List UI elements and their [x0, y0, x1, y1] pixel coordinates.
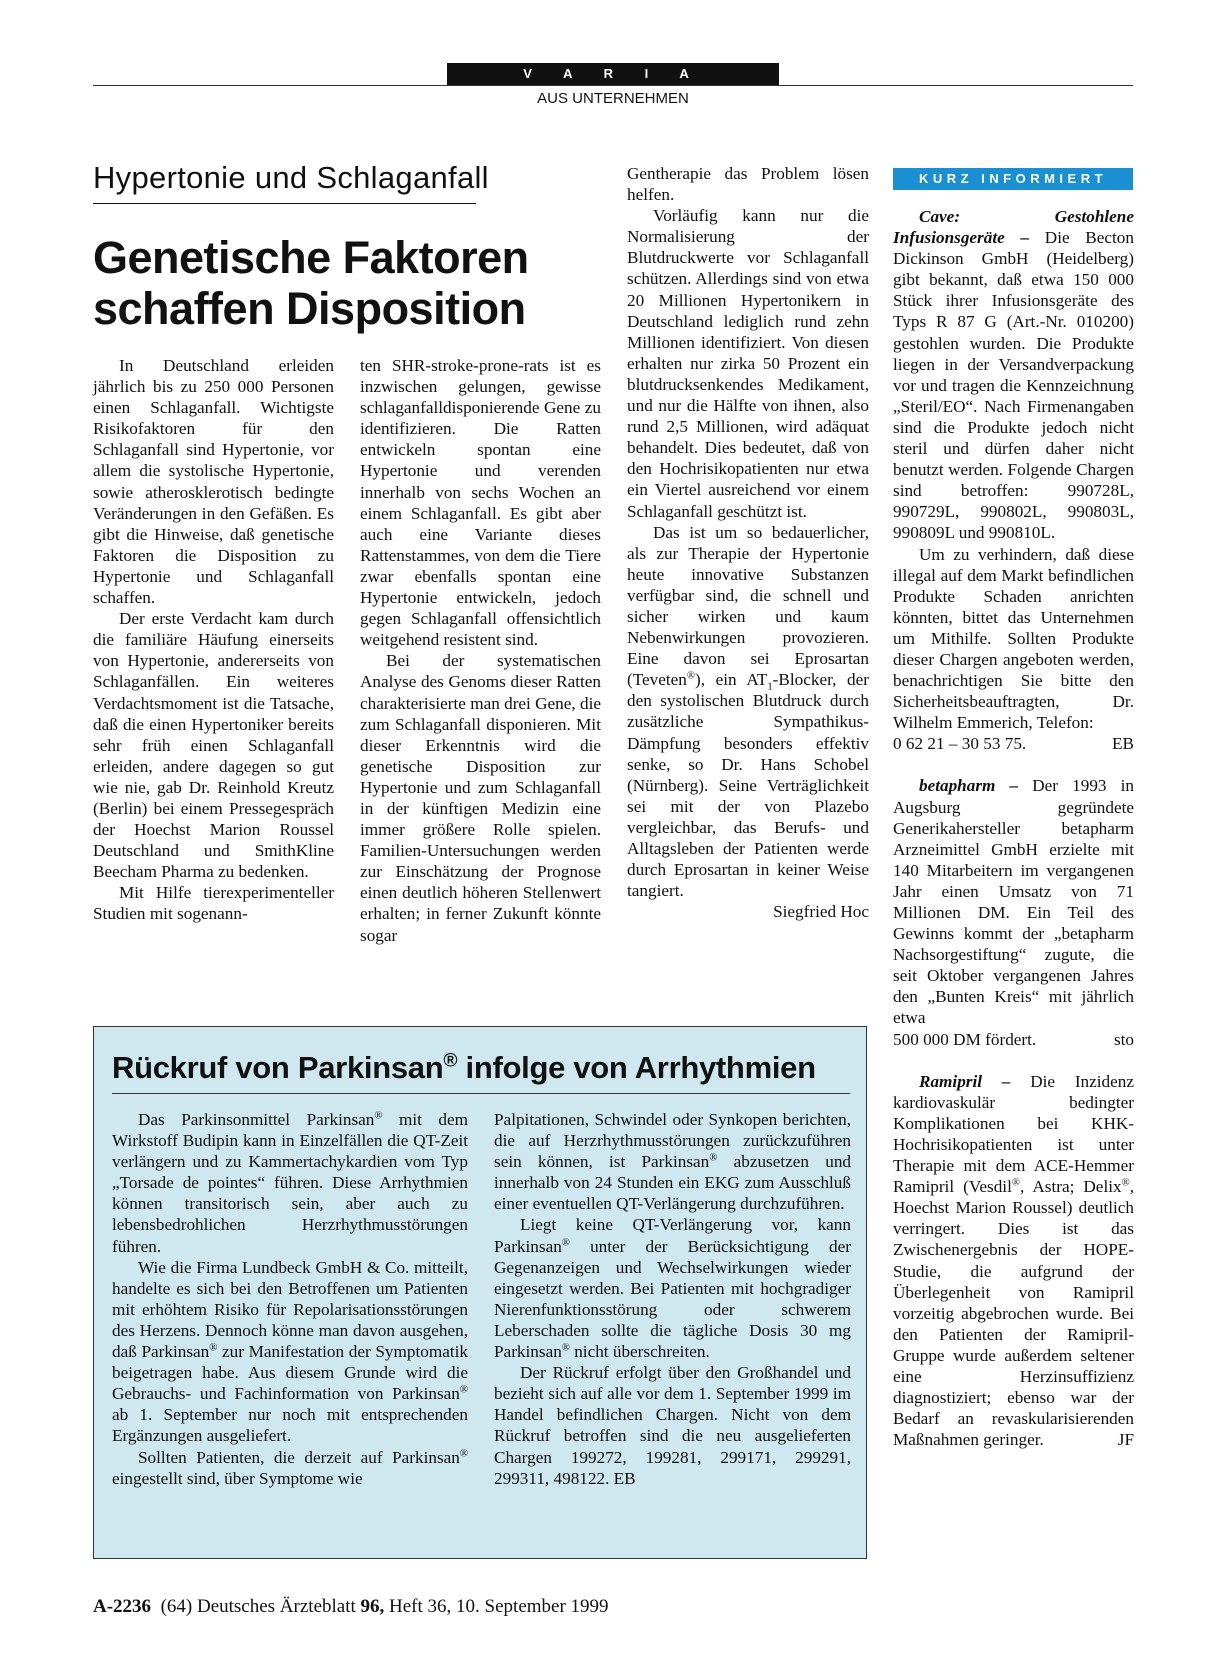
text-run: Das ist um so bedauerlicher, als zur Therapie der Hypertonie heute innovative Substanzen verfügbar sind, die schnell und sicher wirken und kaum Nebenwirkungen provozieren. Eine davon sei Eprosartan (Teveten: [627, 522, 869, 690]
paragraph: Vorläufig kann nur die Normalisierung der Blutdruckwerte vor Schlaganfall schützen. Allerdings sind von etwa 20 Millionen Hypertonikern in Deutschland lediglich rund zehn Millionen identifiziert. Von diesen erhalten nur zirka 50 Prozent ein blutdrucksenkendes Medikament, und nur die Hälfte von ihnen, also rund 2,5 Millionen, wird adäquat behandelt. Dies bedeutet, daß von den Hochrisikopatienten nur etwa ein Viertel ausreichend vor einem Schlaganfall geschützt ist.: [627, 206, 869, 521]
paragraph: Um zu verhindern, daß diese illegal auf dem Markt befindlichen Produkte Schaden anrichten könnten, bittet das Unternehmen um Mithilfe. Sollten Produkte dieser Chargen angeboten werden, benachrichtigen Sie bitte den Sicherheitsbeauftragten, Dr. Wilhelm Emmerich, Telefon:: [893, 544, 1134, 733]
page-number: A-2236: [93, 1596, 152, 1617]
sidebar-column: [893, 206, 1134, 1450]
text-run: ), ein AT: [694, 670, 768, 690]
paragraph: Der Rückruf erfolgt über den Großhandel und bezieht sich auf alle vor dem 1. September 1999 im Handel befindlichen Chargen. Nicht von dem Rückruf betroffen sind die neu ausgelieferten Chargen 199272, 199281, 299171, 299291, 299311, 498122. EB: [494, 1363, 851, 1488]
news-item-3: [893, 1071, 1134, 1451]
registered-mark: ®: [443, 1050, 458, 1072]
title-run: Rückruf von Parkinsan: [112, 1050, 444, 1085]
registered-mark: ®: [561, 1342, 570, 1354]
text-run: Liegt keine QT-Verlängerung vor, kann Parkinsan: [494, 1215, 851, 1256]
paragraph: In Deutschland erleiden jährlich bis zu 250 000 Personen einen Schlaganfall. Wichtigste Risikofaktoren für den Schlaganfall sind Hypertonie, vor allem die systolische Hypertonie, sowie atherosklerotisch bedingte Veränderungen in den Gefäßen. Es gibt die Hinweise, daß genetische Faktoren die Disposition zu Hypertonie und Schlaganfall schaffen.: [93, 356, 334, 608]
text-run: abzusetzen und innerhalb von 24 Stunden ein EKG zum Ausschluß einer eventuellen QT-Verlängerung durchzuführen.: [494, 1152, 852, 1214]
news-signature: JF: [1117, 1430, 1134, 1450]
news-signature: sto: [1113, 1029, 1134, 1049]
recall-column-1: [112, 1109, 468, 1489]
news-text: , Hoechst Marion Roussel) deutlich verringert. Dies ist das Zwischenergebnis der HOPE-Studie, die aufgrund der Überlegenheit von Ramipril vorzeitig abgebrochen wurde. Bei den Patienten der Ramipril-Gruppe wurde außerdem seltener eine Herzinsuffizienz diagnostiziert; ebenso war der Bedarf an revaskularisierenden Maßnahmen geringer.: [893, 1177, 1134, 1450]
paragraph: [112, 1109, 468, 1257]
registered-mark: ®: [459, 1384, 468, 1396]
article-column-1: [93, 355, 334, 925]
text-run: nicht überschreiten.: [569, 1342, 710, 1362]
news-text: Der 1993 in Augsburg gegründete Generikahersteller betapharm Arzneimittel GmbH erzielte mit 140 Mitarbeitern im vergangenen Jahr einen Umsatz von 71 Millionen DM. Ein Teil des Gewinns kommt der „betapharm Nachsorgestiftung“ zugute, die seit Oktober vergangenen Jahres den „Bunten Kreis“ mit jährlich etwa: [893, 776, 1135, 1028]
news-lead: betapharm –: [919, 776, 1019, 796]
paragraph: ten SHR-stroke-prone-rats ist es inzwischen gelungen, gewisse schlaganfalldisponierende Gene zu identifizieren. Die Ratten entwickeln spontan eine Hypertonie und verenden innerhalb von sechs Wochen an einem Schlaganfall. Es gibt aber auch eine Variante dieses Rattenstammes, von dem die Tiere zwar ebenfalls spontan eine Hypertonie entwickeln, jedoch gegen Schlaganfall offensichtlich weitgehend resistent sind.: [360, 356, 601, 650]
text-run: Palpitationen, Schwindel oder Synkopen berichten, die auf Herzrhythmusstörungen zurückzuführen sein können, ist Parkinsan: [494, 1110, 851, 1172]
registered-mark: ®: [459, 1447, 468, 1459]
paragraph: [494, 1214, 851, 1362]
paragraph: Mit Hilfe tierexperimenteller Studien mit sogenann-: [93, 883, 334, 924]
recall-column-2: [494, 1109, 851, 1489]
text-run: unter der Berücksichtigung der Gegenanzeigen und Wechselwirkungen wieder eingesetzt werden. Bei Patienten mit hochgradiger Nierenfunktionsstörung oder schwerem Leberschaden sollte die tägliche Dosis 30 mg Parkinsan: [494, 1236, 851, 1362]
news-signature: EB: [1112, 734, 1134, 754]
registered-mark: ®: [209, 1342, 218, 1354]
page-footer: [93, 1596, 609, 1618]
paragraph: [627, 522, 869, 902]
article-author: Siegfried Hoc: [773, 902, 869, 922]
paragraph: Bei der systematischen Analyse des Genoms dieser Ratten charakterisierte man drei Gene, die zum Schlaganfall disponieren. Mit dieser Erkenntnis wird die genetische Disposition zur Hypertonie und zum Schlaganfall in der künftigen Medizin eine immer größere Rolle spielen. Familien-Untersuchungen werden zur Einschätzung der Prognose einen deutlich höheren Stellenwert erhalten; in ferner Zukunft könnte sogar: [360, 651, 601, 945]
text-run: mit dem Wirkstoff Budipin kann in Einzelfällen die QT-Zeit verlängern und zu Kammertachykardien vom Typ „Torsade de pointes“ führen. Diese Arrhythmien können transitorisch sein, aber auch zu lebensbedrohlichen Herzrhythmusstörungen führen.: [112, 1110, 468, 1256]
phone-number: 0 62 21 – 30 53 75.: [893, 734, 1027, 754]
text-run: eingestellt sind, über Symptome wie: [112, 1468, 363, 1488]
volume: 96,: [360, 1596, 385, 1617]
article-author-line: [627, 901, 869, 922]
paragraph: [494, 1109, 851, 1214]
subscript: 1: [767, 681, 773, 693]
article-column-3: [627, 163, 869, 922]
article-kicker: Hypertonie und Schlaganfall: [93, 160, 489, 195]
header-rule: [93, 85, 1133, 86]
text-run: zur Manifestation der Symptomatik beigetragen habe. Aus diesem Grunde wird die Gebrauchs- und Fachinformation von Parkinsan: [112, 1342, 468, 1404]
paragraph: Der erste Verdacht kam durch die familiäre Häufung einerseits von Hypertonie, andererseits von Schlaganfällen. Ein weiteres Verdachtsmoment ist die Tatsache, daß die einen Hypertoniker bereits sehr früh einen Schlaganfall erleiden, andere dagegen so gut wie nie, gab Dr. Reinhold Kreutz (Berlin) bei einem Pressegespräch der Hoechst Marion Roussel Deutschland und SmithKline Beecham Pharma zu bedenken.: [93, 609, 334, 882]
sidebar-label: KURZ INFORMIERT: [893, 168, 1133, 190]
title-run: infolge von Arrhythmien: [457, 1050, 816, 1085]
text-run: ab 1. September nur noch mit entsprechenden Ergänzungen ausgeliefert.: [112, 1405, 468, 1446]
registered-mark: ®: [1011, 1177, 1020, 1189]
text-run: Wie die Firma Lundbeck GmbH & Co. mitteilt, handelte es sich bei den Betroffenen um Patienten mit erhöhtem Risiko für Repolarisationsstörungen des Herzens. Dennoch könne man davon ausgehen, daß Parkinsan: [112, 1257, 468, 1362]
news-signature-line: [893, 733, 1134, 754]
news-signature-line: [893, 1029, 1134, 1050]
text-run: Das Parkinsonmittel Parkinsan: [138, 1110, 375, 1129]
recall-title-rule: [112, 1093, 850, 1094]
journal-name: (64) Deutsches Ärzteblatt: [160, 1596, 356, 1617]
article-headline: [93, 232, 613, 334]
news-lead: Ramipril –: [919, 1071, 1011, 1091]
paragraph: Gentherapie das Problem lösen helfen.: [627, 164, 869, 205]
kicker-underline: [93, 203, 476, 204]
subsection-label: AUS UNTERNEHMEN: [537, 90, 689, 107]
news-text: Die Becton Dickinson GmbH (Heidelberg) gibt bekannt, daß etwa 150 000 Stück ihrer Infusionsgeräte des Typs R 87 G (Art.-Nr. 010200) gestohlen wurden. Die Produkte liegen in der Versandverpackung vor und tragen die Kennzeichnung „Steril/EO“. Nach Firmenangaben sind die Produkte jedoch nicht steril und dürfen daher nicht benutzt werden. Folgende Chargen sind betroffen: 990728L, 990729L, 990802L, 990803L, 990809L und 990810L.: [893, 228, 1134, 543]
paragraph: [112, 1447, 468, 1489]
registered-mark: ®: [374, 1110, 383, 1122]
news-text: , Astra; Delix: [1019, 1177, 1122, 1197]
registered-mark: ®: [1121, 1177, 1130, 1189]
registered-mark: ®: [686, 670, 695, 682]
news-text: Die Inzidenz kardiovaskulär bedingter Komplikationen bei KHK-Hochrisikopatienten ist unter Therapie mit dem ACE-Hemmer Ramipril (Vesdil: [893, 1071, 1134, 1197]
issue-date: Heft 36, 10. September 1999: [389, 1596, 609, 1617]
text-run: Sollten Patienten, die derzeit auf Parkinsan: [138, 1447, 460, 1467]
headline-line-1: Genetische Faktoren: [93, 232, 529, 283]
headline-line-2: schaffen Disposition: [93, 283, 526, 334]
recall-title: [112, 1050, 816, 1086]
news-text: 500 000 DM fördert.: [893, 1029, 1037, 1049]
section-label: V A R I A: [447, 63, 779, 85]
registered-mark: ®: [709, 1152, 718, 1164]
registered-mark: ®: [561, 1236, 570, 1248]
news-lead: Cave: Gestohlene Infusionsgeräte –: [893, 207, 1134, 248]
article-column-2: [360, 355, 601, 946]
paragraph: [112, 1257, 468, 1447]
news-item-1: [893, 206, 1134, 544]
text-run: -Blocker, der den systolischen Blutdruck durch zusätzliche Sympathikus-Dämpfung besonders effektiv senke, so Dr. Hans Schobel (Nürnberg). Seine Verträglichkeit sei mit der von Plazebo vergleichbar, das Berufs- und Alltagsleben der Patienten werde durch Eprosartan in keiner Weise tangiert.: [627, 670, 869, 901]
news-item-2: [893, 775, 1134, 1028]
